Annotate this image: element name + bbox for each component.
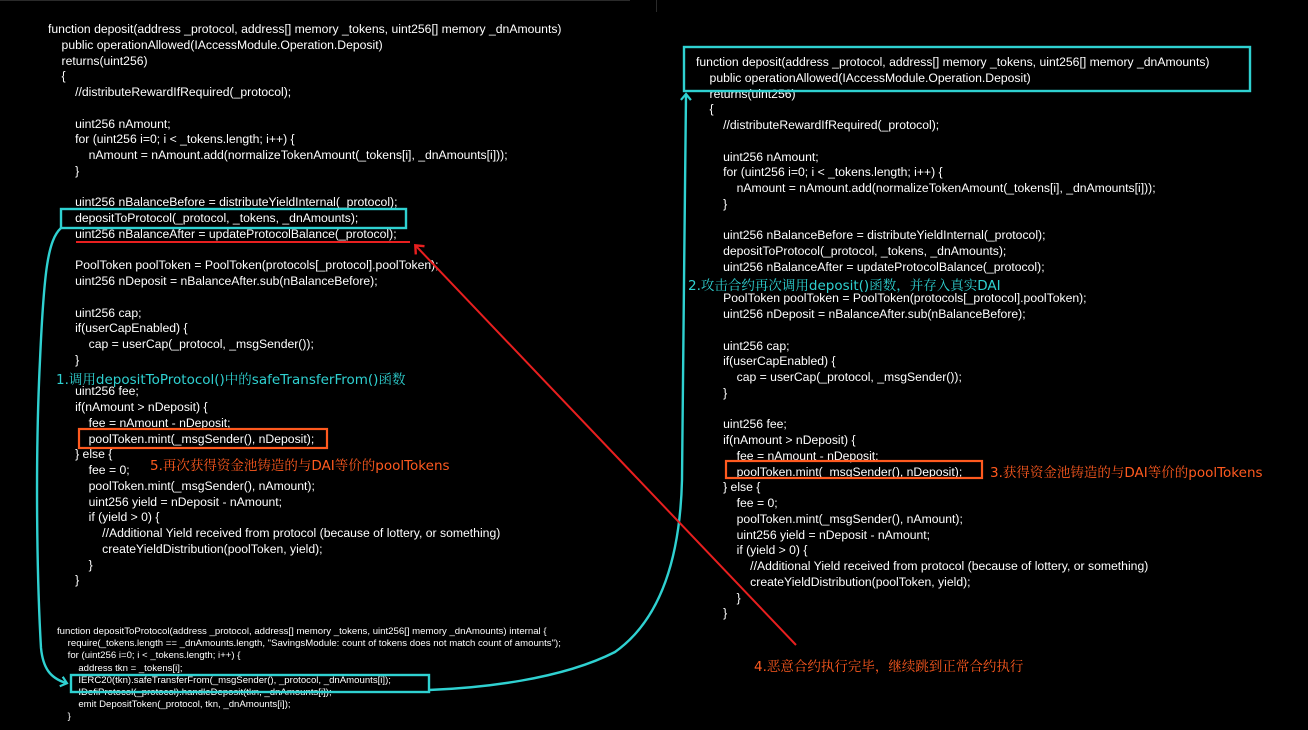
code-line: nAmount = nAmount.add(normalizeTokenAmount(_tokens[i], _dnAmounts[i])); xyxy=(48,148,508,162)
code-line: function deposit(address _protocol, address[] memory _tokens, uint256[] memory _dnAmounts) xyxy=(48,22,562,36)
code-line: uint256 nDeposit = nBalanceAfter.sub(nBalanceBefore); xyxy=(696,307,1026,321)
code-line: } xyxy=(696,385,728,400)
code-line: fee = nAmount - nDeposit; xyxy=(48,415,231,430)
code-line: } xyxy=(696,196,728,211)
code-line: uint256 fee; xyxy=(696,417,787,432)
code-line: returns(uint256) xyxy=(696,86,796,101)
code-line: IDefiProtocol(_protocol).handleDeposit(tkn, _dnAmounts[i]); xyxy=(57,687,332,699)
code-line: } xyxy=(696,606,728,621)
code-line: //distributeRewardIfRequired(_protocol); xyxy=(48,85,292,99)
code-line: function depositToProtocol(address _protocol, address[] memory _tokens, uint256[] memory _dnAmounts) internal { xyxy=(57,626,547,637)
code-line: } xyxy=(48,163,80,178)
code-line: } xyxy=(57,711,71,723)
deposit-to-protocol-call-box xyxy=(61,209,406,228)
code-line: require(_tokens.length == _dnAmounts.length, "SavingsModule: count of tokens does not match count of amounts"); xyxy=(57,638,561,650)
code-line: depositToProtocol(_protocol, _tokens, _dnAmounts); xyxy=(696,244,1007,258)
code-line: } xyxy=(696,590,741,605)
step-1-annotation: 1.调用depositToProtocol()中的safeTransferFrom()函数 xyxy=(56,372,406,388)
code-line: returns(uint256) xyxy=(48,53,148,68)
code-line: } xyxy=(48,352,80,367)
call-into-helper-arrow xyxy=(37,228,66,683)
code-line: //Additional Yield received from protocol (because of lottery, or something) xyxy=(48,526,501,540)
reentrant-deposit-arrow xyxy=(429,95,686,690)
code-line: poolToken.mint(_msgSender(), nAmount); xyxy=(696,511,963,526)
code-line: { xyxy=(696,102,714,117)
code-line: uint256 nBalanceAfter = updateProtocolBalance(_protocol); xyxy=(48,226,397,241)
code-line: uint256 cap; xyxy=(48,305,142,320)
code-line: for (uint256 i=0; i < _tokens.length; i++) { xyxy=(48,132,295,147)
code-line: uint256 nBalanceBefore = distributeYieldInternal(_protocol); xyxy=(696,228,1046,243)
code-line: uint256 nAmount; xyxy=(48,116,171,131)
code-line: IERC20(tkn).safeTransferFrom(_msgSender(), _protocol, _dnAmounts[i]); xyxy=(57,674,391,686)
code-line: uint256 yield = nDeposit - nAmount; xyxy=(696,527,931,542)
code-line: for (uint256 i=0; i < _tokens.length; i++) { xyxy=(696,165,943,180)
code-line: } else { xyxy=(48,447,113,462)
code-line: emit DepositToken(_protocol, tkn, _dnAmounts[i]); xyxy=(57,699,291,711)
code-line: public operationAllowed(IAccessModule.Operation.Deposit) xyxy=(696,70,1031,85)
code-line: for (uint256 i=0; i < _tokens.length; i++) { xyxy=(57,650,241,662)
code-line: poolToken.mint(_msgSender(), nDeposit); xyxy=(48,431,315,446)
code-line: } xyxy=(48,573,80,588)
code-line: nAmount = nAmount.add(normalizeTokenAmount(_tokens[i], _dnAmounts[i])); xyxy=(696,181,1156,195)
code-line: uint256 cap; xyxy=(696,338,790,353)
code-line: PoolToken poolToken = PoolToken(protocols[_protocol].poolToken); xyxy=(48,258,439,273)
code-line: if (yield > 0) { xyxy=(48,510,160,525)
code-line: //distributeRewardIfRequired(_protocol); xyxy=(696,118,940,132)
code-line: cap = userCap(_protocol, _msgSender()); xyxy=(696,370,962,384)
code-line: { xyxy=(48,69,66,84)
step-5-annotation: 5.再次获得资金池铸造的与DAI等价的poolTokens xyxy=(150,458,450,474)
right-deposit-signature-box xyxy=(684,47,1250,91)
step-4-annotation: 4.恶意合约执行完毕，继续跳到正常合约执行 xyxy=(754,659,1024,675)
return-to-normal-arrow xyxy=(416,246,796,645)
code-line: fee = 0; xyxy=(48,463,130,477)
code-line: cap = userCap(_protocol, _msgSender()); xyxy=(48,337,314,351)
code-line: poolToken.mint(_msgSender(), nDeposit); xyxy=(696,464,963,479)
code-line: poolToken.mint(_msgSender(), nAmount); xyxy=(48,478,315,493)
code-line: if(nAmount > nDeposit) { xyxy=(48,400,208,414)
code-line: uint256 nAmount; xyxy=(696,149,819,164)
code-line: uint256 fee; xyxy=(48,384,139,399)
code-line: if (yield > 0) { xyxy=(696,543,808,558)
code-line: address tkn = _tokens[i]; xyxy=(57,662,183,674)
step-2-annotation: 2.攻击合约再次调用deposit()函数，并存入真实DAI xyxy=(688,278,1001,294)
code-line: PoolToken poolToken = PoolToken(protocols[_protocol].poolToken); xyxy=(696,291,1087,306)
code-line: function deposit(address _protocol, address[] memory _tokens, uint256[] memory _dnAmounts) xyxy=(696,55,1210,69)
code-line: public operationAllowed(IAccessModule.Operation.Deposit) xyxy=(48,37,383,52)
code-line: createYieldDistribution(poolToken, yield); xyxy=(48,541,323,556)
code-line: } else { xyxy=(696,480,761,495)
code-line: if(nAmount > nDeposit) { xyxy=(696,433,856,447)
code-line: uint256 nBalanceBefore = distributeYieldInternal(_protocol); xyxy=(48,195,398,210)
code-line: uint256 nBalanceAfter = updateProtocolBalance(_protocol); xyxy=(696,259,1045,274)
code-line: } xyxy=(48,557,93,572)
code-line: if(userCapEnabled) { xyxy=(48,321,188,336)
code-line: //Additional Yield received from protocol (because of lottery, or something) xyxy=(696,559,1149,573)
safe-transfer-from-box xyxy=(71,675,429,692)
code-line: fee = 0; xyxy=(696,496,778,510)
code-line: createYieldDistribution(poolToken, yield); xyxy=(696,574,971,589)
code-line: if(userCapEnabled) { xyxy=(696,354,836,369)
right-pooltoken-mint-box xyxy=(726,461,982,478)
code-line: uint256 yield = nDeposit - nAmount; xyxy=(48,494,283,509)
code-line: fee = nAmount - nDeposit; xyxy=(696,448,879,463)
left-pooltoken-mint-box xyxy=(79,429,327,448)
step-3-annotation: 3.获得资金池铸造的与DAI等价的poolTokens xyxy=(990,465,1263,481)
code-line: depositToProtocol(_protocol, _tokens, _dnAmounts); xyxy=(48,211,359,225)
code-line: uint256 nDeposit = nBalanceAfter.sub(nBalanceBefore); xyxy=(48,274,378,288)
